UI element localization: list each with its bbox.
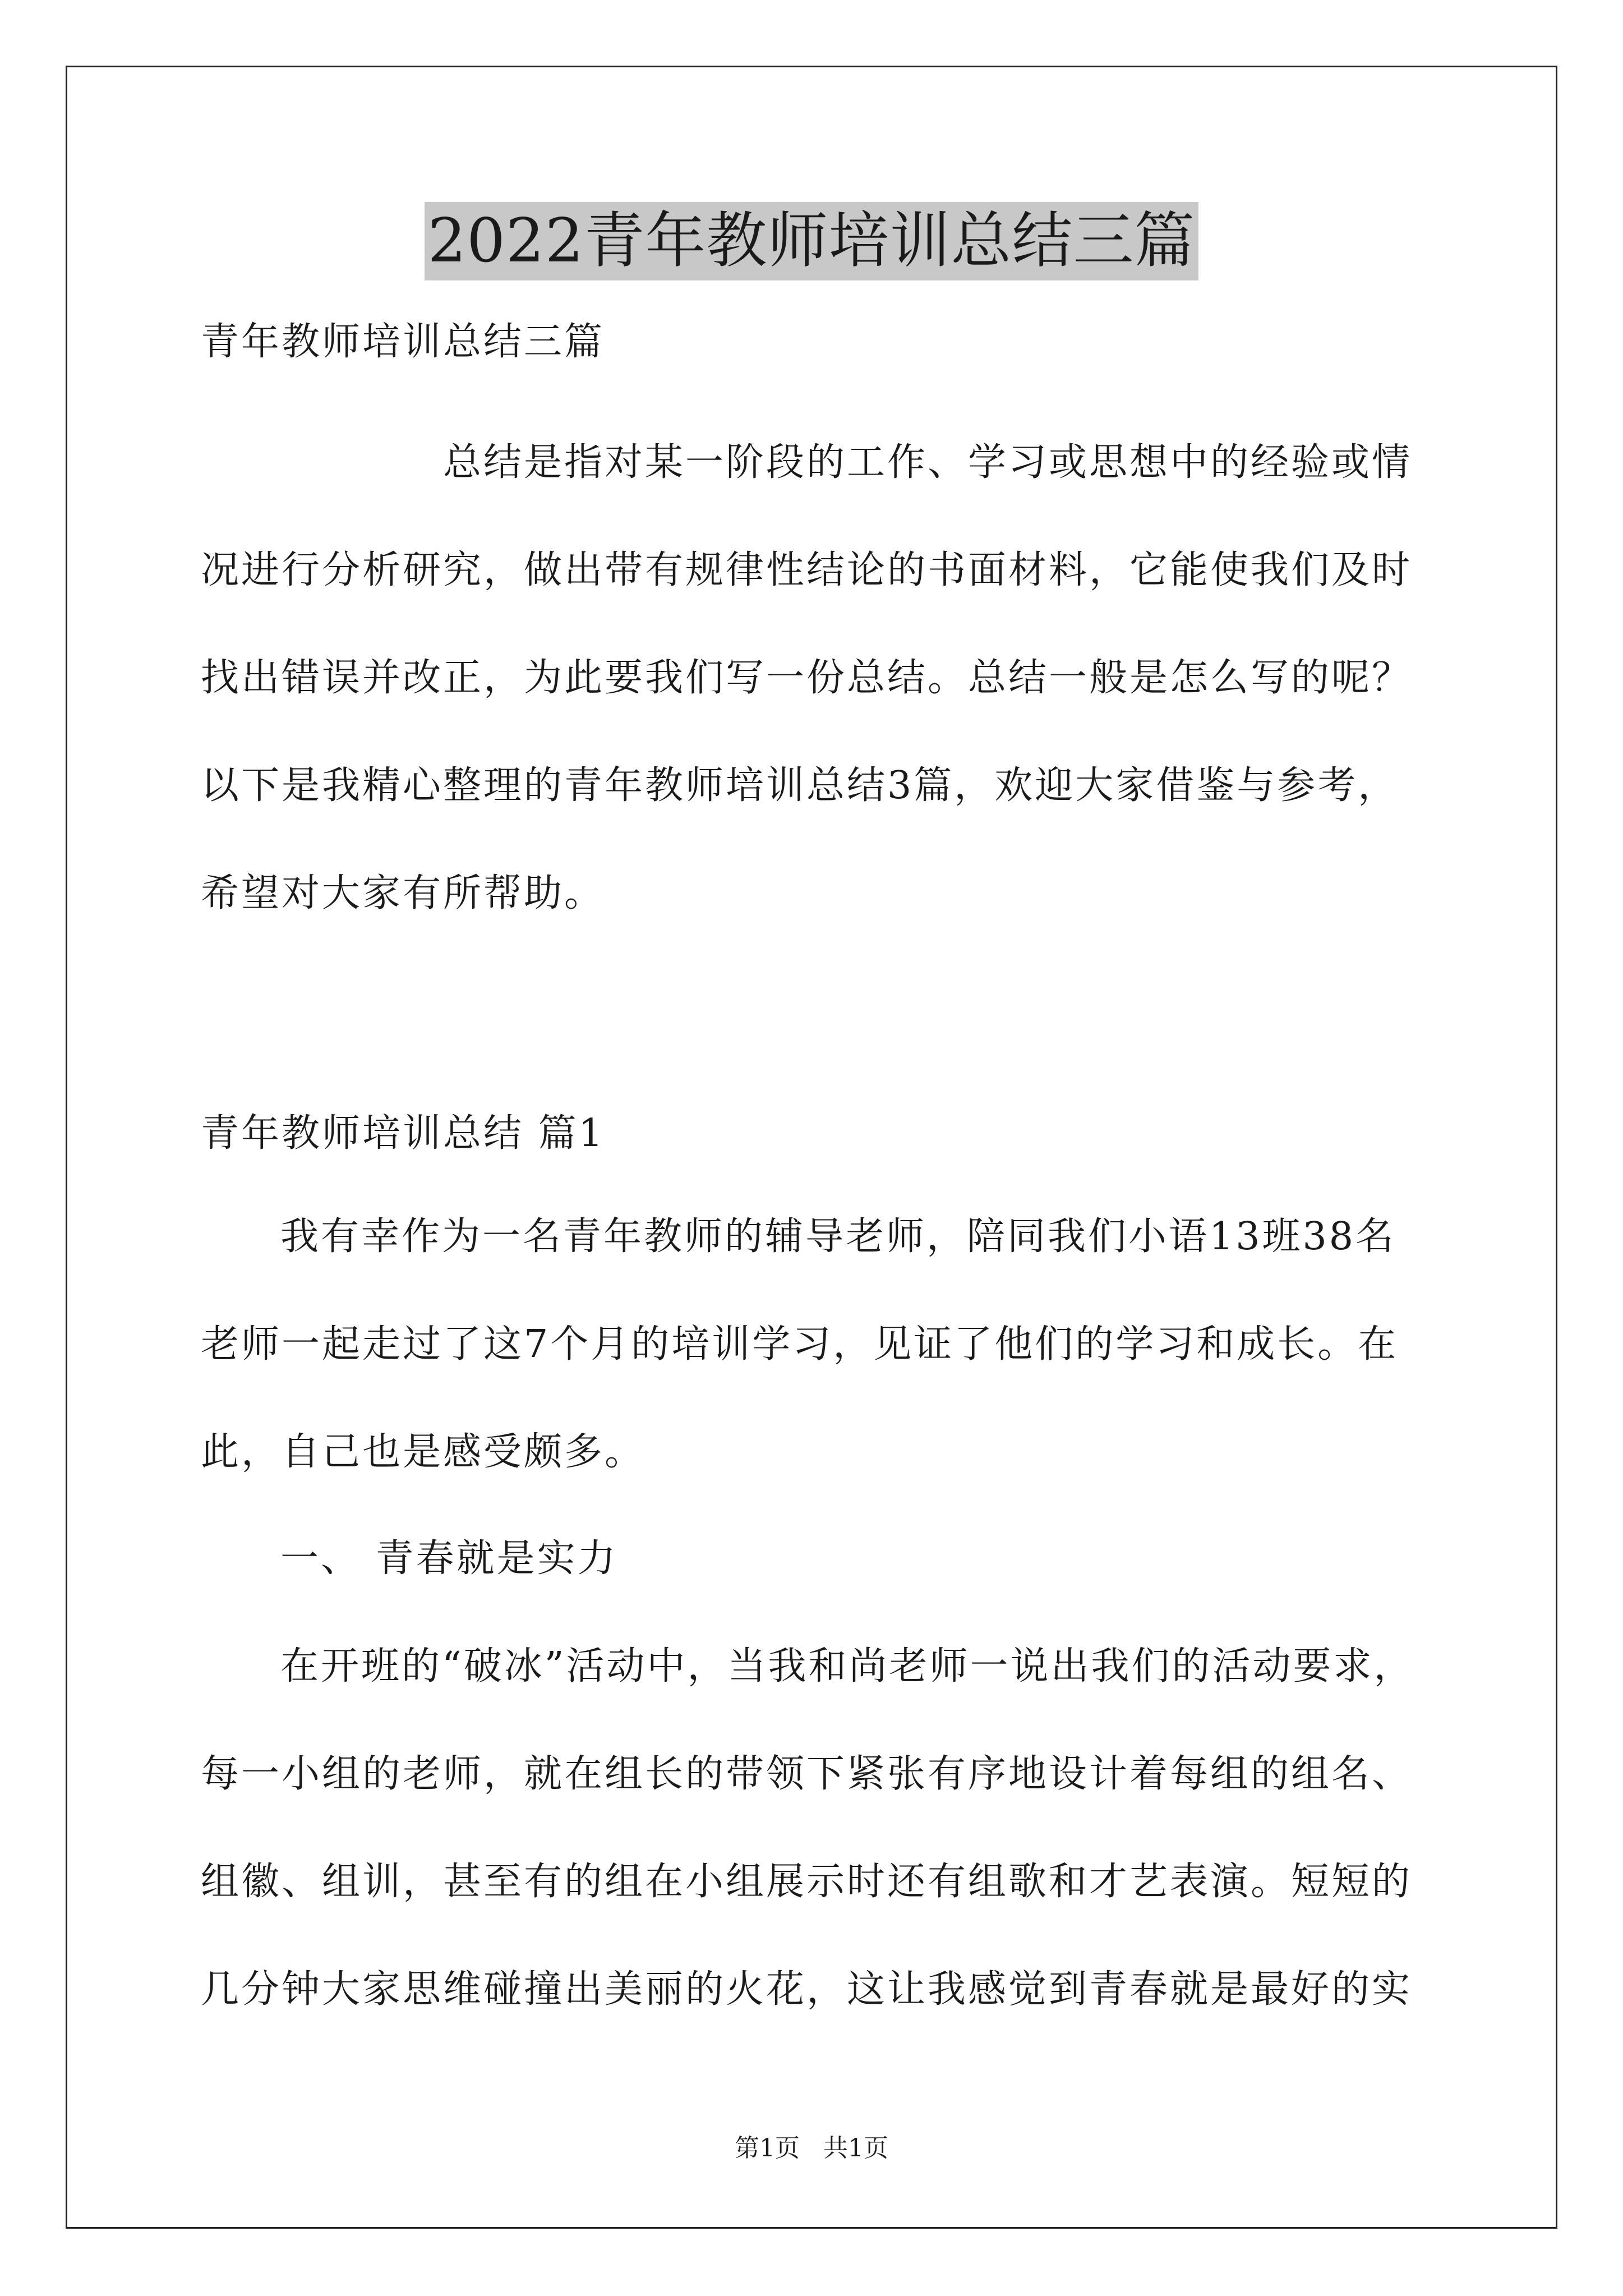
intro-line-3: 找出错误并改正，为此要我们写一份总结。总结一般是怎么写的呢？ xyxy=(201,656,1413,700)
subtitle-line: 青年教师培训总结三篇 xyxy=(201,320,605,364)
subheading-1: 一、 青春就是实力 xyxy=(280,1536,618,1581)
intro-line-1: 总结是指对某一阶段的工作、学习或思想中的经验或情 xyxy=(443,440,1413,485)
intro-line-2: 况进行分析研究，做出带有规律性结论的书面材料，它能使我们及时 xyxy=(201,548,1413,592)
section-heading: 青年教师培训总结 篇1 xyxy=(201,1111,605,1156)
paragraph-line-1: 我有幸作为一名青年教师的辅导老师，陪同我们小语13班38名 xyxy=(280,1214,1396,1259)
intro-line-4: 以下是我精心整理的青年教师培训总结3篇，欢迎大家借鉴与参考， xyxy=(201,763,1399,808)
paragraph2-line-3: 组徽、组训，甚至有的组在小组展示时还有组歌和才艺表演。短短的 xyxy=(201,1860,1413,1904)
paragraph-line-3: 此，自己也是感受颇多。 xyxy=(201,1430,645,1474)
page-number: 第1页 共1页 xyxy=(735,2134,888,2162)
paragraph-line-2: 老师一起走过了这7个月的培训学习，见证了他们的学习和成长。在 xyxy=(201,1322,1399,1366)
title-container xyxy=(0,202,1623,280)
intro-line-5: 希望对大家有所帮助。 xyxy=(201,871,605,915)
paragraph2-line-2: 每一小组的老师，就在组长的带领下紧张有序地设计着每组的组名、 xyxy=(201,1752,1413,1796)
paragraph2-line-4: 几分钟大家思维碰撞出美丽的火花，这让我感觉到青春就是最好的实 xyxy=(201,1967,1413,2012)
paragraph2-line-1: 在开班的“破冰”活动中，当我和尚老师一说出我们的活动要求， xyxy=(280,1644,1414,1688)
document-title: 2022青年教师培训总结三篇 xyxy=(425,202,1199,280)
